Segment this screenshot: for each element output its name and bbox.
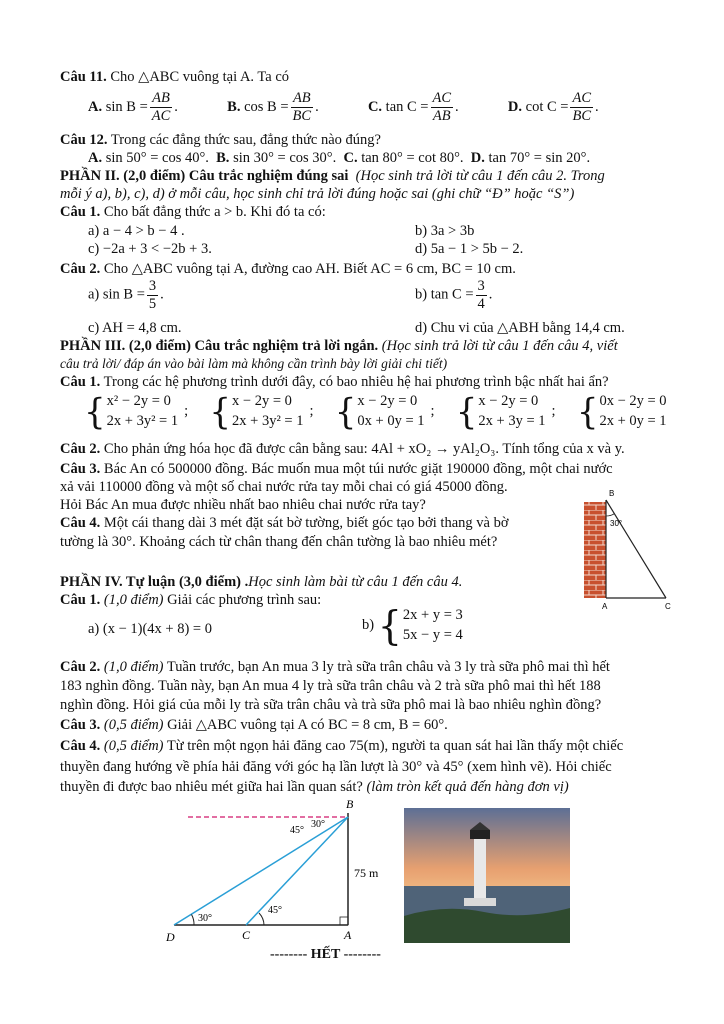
q11-options	[88, 90, 599, 124]
q11-option-c: C. tan C = $\frac{AC}{AB}$ .	[367, 90, 459, 124]
p4-q2-l2: 183 nghìn đồng. Tuần này, bạn An mua 4 ly trà sữa trân châu và 2 trà sữa phô mai thì hết 188	[60, 678, 601, 694]
p3-q2: Câu 2. Cho phản ứng hóa học đã được cân bằng sau: 4Al + xO₂ → yAl₂O₃. Tính tổng của x và y.	[60, 441, 625, 457]
part2-note: mỗi ý a), b), c), d) ở mỗi câu, học sinh chỉ trả lời đúng hoặc sai (ghi chữ “Đ” hoặc “S”)	[60, 186, 575, 202]
q11-option-d: D. cot C = $\frac{AC}{BC}$ .	[507, 90, 599, 124]
p4-q1-stem: Câu 1. (1,0 điểm) Giải các phương trình sau:	[60, 592, 322, 608]
q11-option-b: B. cos B = $\frac{AB}{BC}$ .	[227, 90, 319, 124]
p3-q4-l1: Câu 4. Một cái thang dài 3 mét đặt sát bờ tường, biết góc tạo bởi thang và bờ	[60, 515, 509, 531]
p3-q1-systems	[84, 392, 669, 431]
p2-q1-c: c) −2a + 3 < −2b + 3.	[88, 241, 212, 257]
label-30-top: 30°	[311, 819, 325, 830]
tower	[474, 838, 486, 900]
lamp-house	[470, 830, 490, 839]
system-2: { x − 2y = 0 2x + 3y² = 1 ;	[209, 390, 314, 433]
p4-q4-l3: thuyền đi được bao nhiêu mét giữa hai lần quan sát? (làm tròn kết quả đến hàng đơn vị)	[60, 779, 569, 795]
footer-end-mark: -------- HẾT --------	[270, 947, 381, 962]
brick-wall	[584, 502, 606, 598]
p2-q1-d: d) 5a − 1 > 5b − 2.	[415, 241, 524, 257]
ladder-figure	[582, 490, 687, 615]
p4-q4-l2: thuyền đang hướng về phía hải đăng với góc hạ lần lượt là 30° và 45° (xem hình vẽ). Hỏi chiếc	[60, 759, 612, 775]
label-A: A	[602, 602, 608, 611]
arc-45	[259, 913, 264, 925]
label-45: 45°	[268, 905, 282, 916]
right-angle-mark	[340, 917, 348, 925]
lighthouse-photo	[404, 808, 570, 943]
p2-q1-b: b) 3a > 3b	[415, 223, 475, 239]
p4-q1-b: b) { 2x + y = 3 5x − y = 4	[362, 602, 463, 649]
label-B: B	[609, 490, 615, 498]
label-C: C	[242, 928, 251, 942]
p2-q2-b: b) tan C = $\frac{3}{4}$ .	[415, 278, 493, 312]
coast	[404, 908, 570, 943]
label-C: C	[665, 602, 671, 611]
label-B: B	[346, 797, 354, 811]
q11-option-a: A. sin B = $\frac{AB}{AC}$ .	[88, 90, 178, 124]
p2-q2-stem: Câu 2. Cho △ABC vuông tại A, đường cao AH. Biết AC = 6 cm, BC = 10 cm.	[60, 261, 516, 277]
label-45-top: 45°	[290, 825, 304, 836]
system-5: { 0x − 2y = 0 2x + 0y = 1	[576, 390, 667, 433]
p2-q2-a: a) sin B = $\frac{3}{5}$ .	[88, 278, 164, 312]
label-D: D	[166, 930, 175, 944]
p4-q3: Câu 3. (0,5 điểm) Giải △ABC vuông tại A có BC = 8 cm, B = 60°.	[60, 717, 448, 733]
ladder-line	[606, 500, 666, 598]
p3-q3-l1: Câu 3. Bác An có 500000 đồng. Bác muốn mua một túi nước giặt 190000 đồng, một chai nước	[60, 461, 613, 477]
p3-q3-l3: Hỏi Bác An mua được nhiều nhất bao nhiêu chai nước rửa tay?	[60, 497, 426, 513]
part2-title-line: PHẦN II. (2,0 điểm) Câu trắc nghiệm đúng sai (Học sinh trả lời từ câu 1 đến câu 2. Trong	[60, 168, 605, 184]
p2-q1-a: a) a − 4 > b − 4 .	[88, 223, 185, 239]
p3-q1-stem: Câu 1. Trong các hệ phương trình dưới đây, có bao nhiêu hệ hai phương trình bậc nhất hai ẩn?	[60, 374, 609, 390]
p3-q3-l2: xả vải 110000 đồng và một số chai nước rửa tay mỗi chai có giá 45000 đồng.	[60, 479, 508, 495]
p3-q4-l2: tường là 30°. Khoảng cách từ chân thang đến chân tường là bao nhiêu mét?	[60, 534, 498, 550]
q11-stem-line: Câu 11. Cho △ABC vuông tại A. Ta có	[60, 69, 290, 85]
p2-q1-stem: Câu 1. Cho bất đẳng thức a > b. Khi đó ta có:	[60, 204, 326, 220]
part3-title-line: PHẦN III. (2,0 điểm) Câu trắc nghiệm trả lời ngắn. (Học sinh trả lời từ câu 1 đến câu 4, viết	[60, 338, 618, 354]
p4-q4-l1: Câu 4. (0,5 điểm) Từ trên một ngọn hải đăng cao 75(m), người ta quan sát hai lần thấy một chiếc	[60, 738, 624, 754]
part3-note: câu trả lời/ đáp án vào bài làm mà không cần trình bày lời giải chi tiết)	[60, 356, 448, 371]
q12-options: A. sin 50° = cos 40°. B. sin 30° = cos 30°. C. tan 80° = cot 80°. D. tan 70° = sin 20°.	[88, 150, 591, 166]
label-angle: 30°	[610, 519, 623, 528]
system-3: { x − 2y = 0 0x + 0y = 1 ;	[334, 390, 435, 433]
p4-q2-l3: nghìn đồng. Hỏi giá của mỗi ly trà sữa trân châu và trà sữa phô mai là bao nhiêu nghìn đồng?	[60, 697, 602, 713]
p2-q2-d: d) Chu vi của △ABH bằng 14,4 cm.	[415, 320, 625, 336]
lighthouse-diagram	[160, 795, 405, 945]
label-A: A	[344, 928, 352, 942]
label-height: 75 m	[354, 866, 379, 880]
part4-title-line: PHẦN IV. Tự luận (3,0 điểm) .Học sinh làm bài từ câu 1 đến câu 4.	[60, 574, 463, 590]
arc-30	[192, 915, 195, 926]
tower-base	[464, 898, 496, 906]
label-30: 30°	[198, 913, 212, 924]
p2-q2-c: c) AH = 4,8 cm.	[88, 320, 182, 336]
p4-q1-a: a) (x − 1)(4x + 8) = 0	[88, 621, 212, 637]
p4-q2-l1: Câu 2. (1,0 điểm) Tuần trước, bạn An mua 3 ly trà sữa trân châu và 3 ly trà sữa phô mai thì hết	[60, 659, 610, 675]
angle-arc	[606, 514, 615, 516]
q12-stem-line: Câu 12. Trong các đẳng thức sau, đẳng thức nào đúng?	[60, 132, 381, 148]
system-1: { x² − 2y = 0 2x + 3y² = 1 ;	[84, 390, 189, 433]
system-4: { x − 2y = 0 2x + 3y = 1 ;	[455, 390, 556, 433]
